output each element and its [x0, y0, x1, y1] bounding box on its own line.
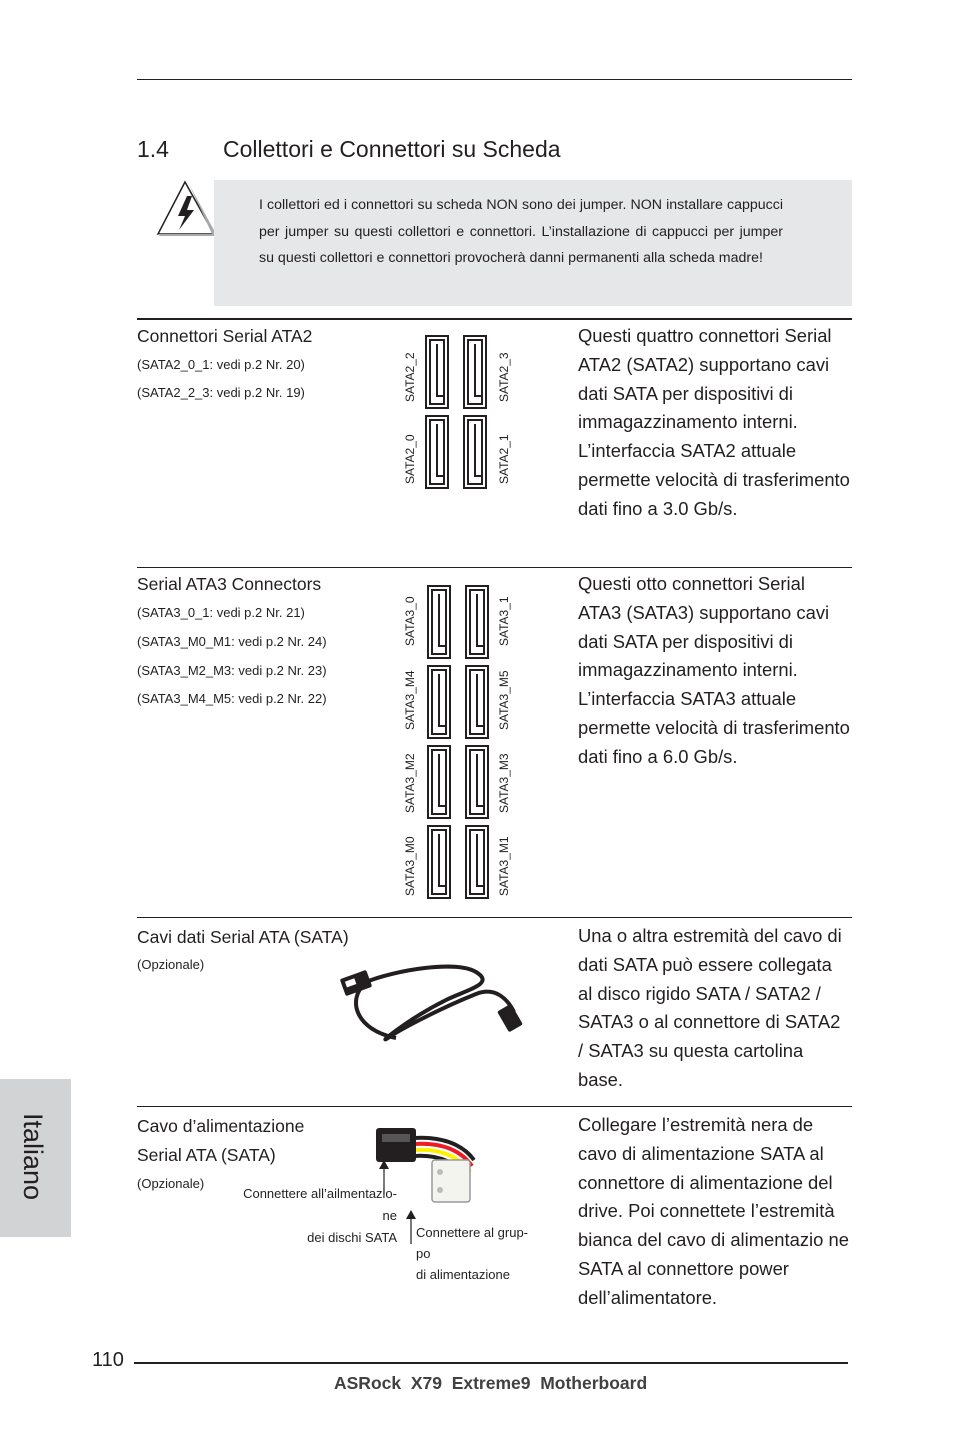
language-tab [0, 1079, 71, 1237]
language-tab-label: Italiano [18, 1113, 48, 1201]
connector-label: SATA3_M0 [403, 836, 417, 896]
sata2-description: Questi quattro connettori Serial ATA2 (SATA2) supportano cavi dati SATA per dispositivi di immagazzinamento interni. L’interfaccia SATA2 attuale permette velocità di trasferimento dati fino a 3.0 Gb/s. [578, 325, 850, 519]
row-rule-sata3 [137, 567, 852, 568]
section-heading: Collettori e Connettori su Scheda [223, 136, 561, 162]
footer-rule [134, 1362, 848, 1364]
callout-line: po [416, 1246, 431, 1261]
sata2-ref: (SATA2_0_1: vedi p.2 Nr. 20) [137, 357, 305, 372]
callout-line: ne [382, 1208, 397, 1223]
connector-label: SATA2_3 [497, 352, 511, 402]
sata2-ref: (SATA2_2_3: vedi p.2 Nr. 19) [137, 385, 305, 400]
warning-triangle-icon [156, 180, 216, 236]
power-callout-1 [220, 1183, 397, 1249]
row-rule-power [137, 1106, 852, 1107]
connector-label: SATA2_1 [497, 434, 511, 484]
cable-description: Una o altra estremità del cavo di dati SATA può essere collegata al disco rigido SATA / SATA2 / SATA3 o al connettore di SATA2 / SATA3 su questa cartolina base. [578, 925, 842, 1090]
sata2-label: Connettori Serial ATA2 [137, 326, 313, 346]
sata2-connectors-diagram [420, 330, 500, 495]
power-label: Cavo d’alimentazione [137, 1116, 305, 1136]
sata3-ref: (SATA3_0_1: vedi p.2 Nr. 21) [137, 605, 305, 620]
connector-label: SATA3_M2 [403, 753, 417, 813]
callout-line: di alimentazione [416, 1267, 510, 1282]
power-callout-2 [416, 1222, 528, 1285]
section-number: 1.4 [137, 136, 169, 162]
power-optional: (Opzionale) [137, 1176, 205, 1191]
row-rule-cable [137, 917, 852, 918]
connector-label: SATA3_M1 [497, 836, 511, 896]
sata-data-cable-image [336, 960, 526, 1050]
connector-label: SATA3_M4 [403, 670, 417, 730]
power-description: Collegare l’estremità nera de cavo di alimentazione SATA al connettore di alimentazione del drive. Poi connettete l’estremità bianca del cavo di alimentazio ne SATA al connettore power dell’alimentatore. [578, 1114, 849, 1308]
footer-product: ASRock X79 Extreme9 Motherboard [334, 1373, 648, 1393]
sata3-ref: (SATA3_M2_M3: vedi p.2 Nr. 23) [137, 663, 327, 678]
connector-label: SATA3_0 [403, 596, 417, 646]
connector-label: SATA2_2 [403, 352, 417, 402]
callout-line: Connettere al grup- [416, 1225, 529, 1240]
warning-text: I collettori ed i connettori su scheda NON sono dei jumper. NON installare cappucci per jumper su questi collettori e connettori. L’installazione di cappucci per jumper su questi collettori e connettori provocherà danni permanenti alla scheda madre! [259, 197, 783, 266]
callout-line: dei dischi SATA [307, 1230, 397, 1245]
connector-label: SATA3_1 [497, 596, 511, 646]
page-number: 110 [92, 1349, 124, 1371]
callout-line: Connettere all’ailmentazio- [243, 1186, 397, 1201]
sata3-ref: (SATA3_M0_M1: vedi p.2 Nr. 24) [137, 634, 327, 649]
connector-label: SATA2_0 [403, 434, 417, 484]
power-label: Serial ATA (SATA) [137, 1145, 276, 1165]
connector-label: SATA3_M5 [497, 670, 511, 730]
sata3-connectors-diagram [422, 582, 502, 904]
row-rule-sata2 [137, 318, 852, 320]
warning-box [214, 180, 852, 306]
sata3-description: Questi otto connettori Serial ATA3 (SATA3) supportano cavi dati SATA per dispositivi di immagazzinamento interni. L’interfaccia SATA3 attuale permette velocità di trasferimento dati fino a 6.0 Gb/s. [578, 573, 850, 767]
cable-optional: (Opzionale) [137, 957, 205, 972]
sata3-label: Serial ATA3 Connectors [137, 574, 322, 594]
cable-label: Cavi dati Serial ATA (SATA) [137, 927, 349, 947]
sata3-ref: (SATA3_M4_M5: vedi p.2 Nr. 22) [137, 691, 327, 706]
section-title [137, 136, 561, 163]
header-rule [137, 79, 852, 80]
connector-label: SATA3_M3 [497, 753, 511, 813]
